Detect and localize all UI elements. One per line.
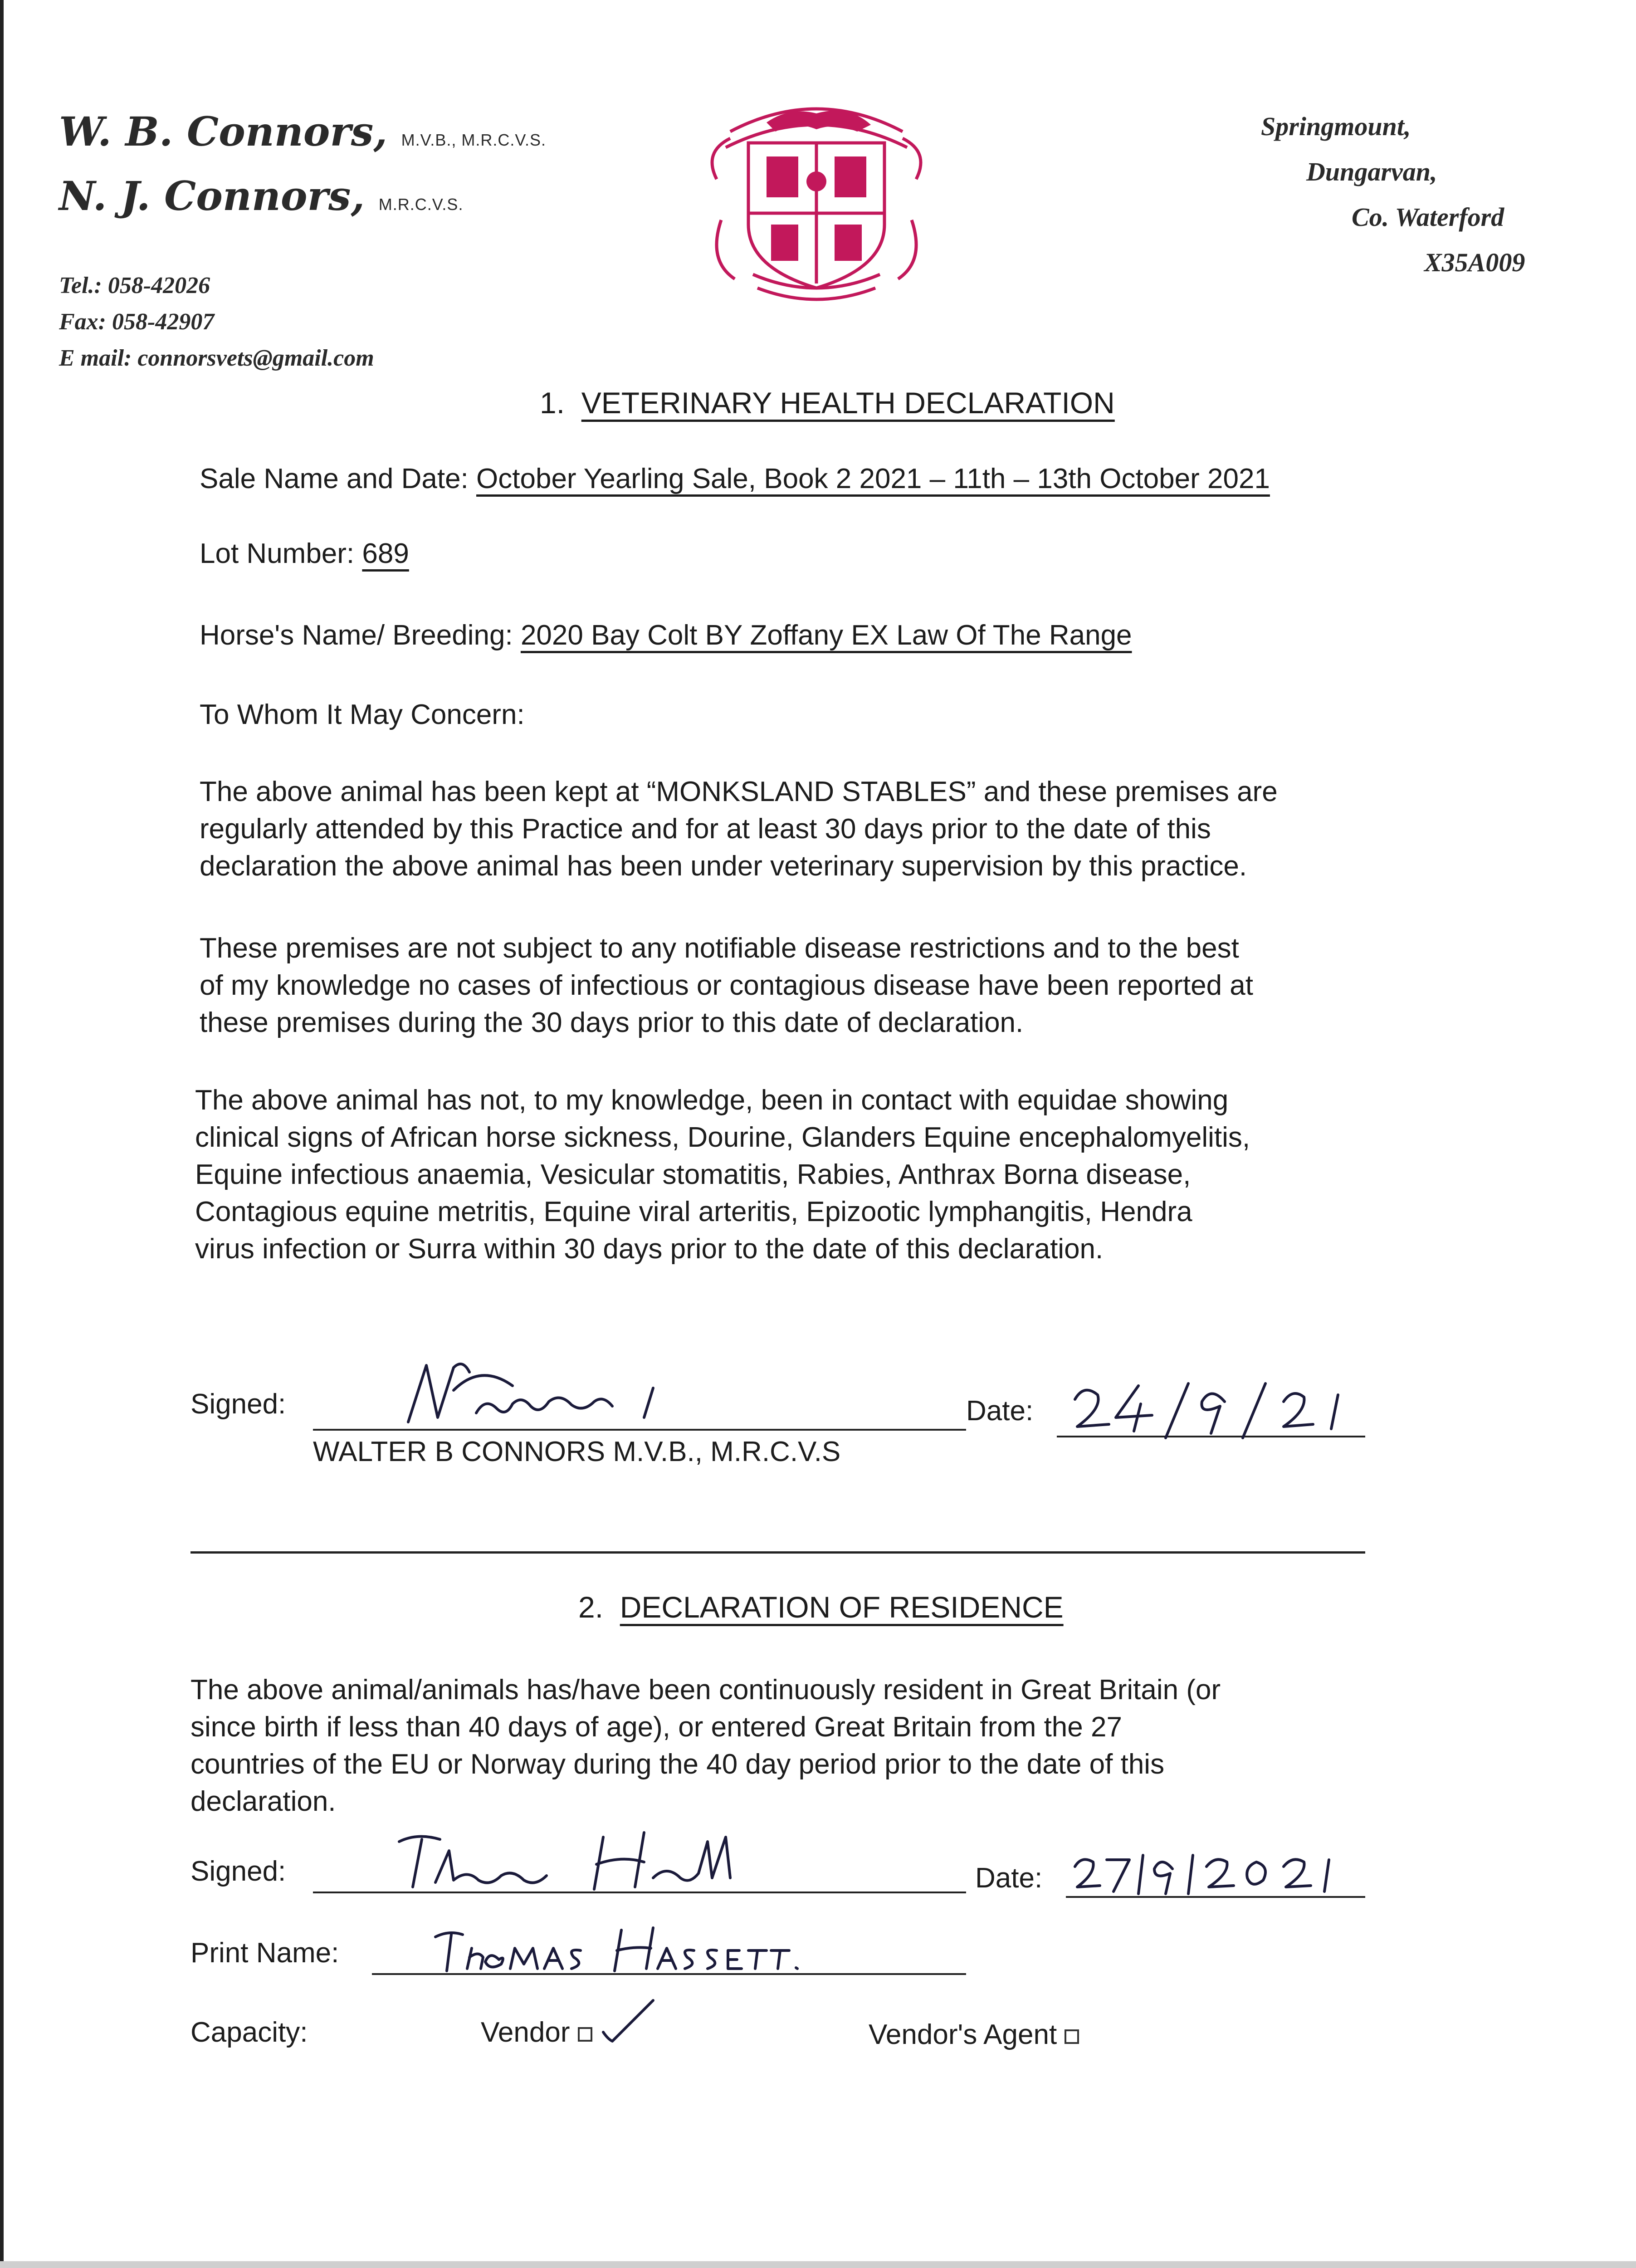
sale-name-value: October Yearling Sale, Book 2 2021 – 11th – 13th October 2021 <box>476 463 1270 494</box>
capacity-vendors-agent <box>869 2019 1079 2051</box>
address-line-3: Co. Waterford <box>1352 202 1504 232</box>
sale-name-label: Sale Name and Date: <box>200 463 469 494</box>
paragraph-residence: The above animal/animals has/have been continuously resident in Great Britain (or since birth if less than 40 days of age), or entered Great Britain from the 27 countries of the EU or Norway during the 40 day period prior to the date of this declaration. <box>190 1674 1221 1817</box>
vendor-option-label: Vendor <box>481 2017 570 2048</box>
vendor-signature <box>390 1823 744 1898</box>
section2-heading: 2. DECLARATION OF RESIDENCE <box>578 1590 1064 1624</box>
paragraph-kept-premises: The above animal has been kept at “MONKSLAND STABLES” and these premises are regularly attended by this Practice and for at least 30 days prior to the date of this declaration the above animal has been under veterinary supervision by this practice. <box>200 776 1278 882</box>
address-line-4: X35A009 <box>1424 248 1525 277</box>
vet-date-label: Date: <box>966 1395 1034 1427</box>
agent-option-label: Vendor's Agent <box>869 2019 1057 2050</box>
paragraph-equidae-contact: The above animal has not, to my knowledge, been in contact with equidae showing clinical signs of African horse sickness, Dourine, Glanders Equine encephalomyelitis, Equine infectious anaemia, Vesicular stomatitis, Rabies, Anthrax Borna disease, Contagious equine metritis, Equine viral arteritis, Epizootic lymphangitis, Hendra virus infection or Surra within 30 days prior to the date of this declaration. <box>195 1085 1250 1265</box>
print-name-handwritten <box>431 1923 807 1978</box>
lot-number-row <box>200 538 409 570</box>
lot-number-label: Lot Number: <box>200 538 355 569</box>
vet-name-1: W. B. Connors, M.V.B., M.R.C.V.S. <box>59 108 547 155</box>
scan-bottom-edge <box>0 2261 1636 2268</box>
capacity-label: Capacity: <box>190 2017 308 2048</box>
vet-name-2: N. J. Connors, M.R.C.V.S. <box>59 172 464 220</box>
vendor-date-label: Date: <box>975 1862 1043 1894</box>
print-name-label: Print Name: <box>190 1937 339 1969</box>
vendor-checkmark <box>599 1996 658 2048</box>
lot-number-value: 689 <box>362 538 409 569</box>
contact-fax: Fax: 058-42907 <box>59 309 215 335</box>
section-divider <box>190 1551 1365 1554</box>
salutation: To Whom It May Concern: <box>200 699 525 730</box>
section1-heading: 1. VETERINARY HEALTH DECLARATION <box>540 386 1115 420</box>
scan-edge <box>0 0 4 2268</box>
practice-seal <box>698 88 934 302</box>
contact-tel: Tel.: 058-42026 <box>59 273 210 298</box>
vet-printed-name: WALTER B CONNORS M.V.B., M.R.C.V.S <box>313 1436 841 1467</box>
horse-name-value: 2020 Bay Colt BY Zoffany EX Law Of The Range <box>520 620 1132 651</box>
vendors-agent-checkbox[interactable] <box>1065 2029 1079 2044</box>
sale-name-row <box>200 463 1270 495</box>
vet-date-handwritten <box>1066 1377 1356 1442</box>
vendor-signed-label: Signed: <box>190 1856 286 1887</box>
vet-signature <box>390 1354 717 1433</box>
contact-email: E mail: connorsvets@gmail.com <box>59 345 374 371</box>
paragraph-notifiable-disease: These premises are not subject to any notifiable disease restrictions and to the best of my knowledge no cases of infectious or contagious disease have been reported at these premises during the 30 days prior to this date of declaration. <box>200 933 1254 1038</box>
vendor-date-handwritten <box>1070 1848 1361 1901</box>
address-line-2: Dungarvan, <box>1306 157 1437 186</box>
capacity-vendor <box>481 2016 592 2048</box>
vet-signed-label: Signed: <box>190 1388 286 1420</box>
vendor-checkbox[interactable] <box>578 2027 592 2042</box>
horse-name-label: Horse's Name/ Breeding: <box>200 620 513 651</box>
horse-name-row <box>200 619 1132 651</box>
address-line-1: Springmount, <box>1261 112 1411 141</box>
